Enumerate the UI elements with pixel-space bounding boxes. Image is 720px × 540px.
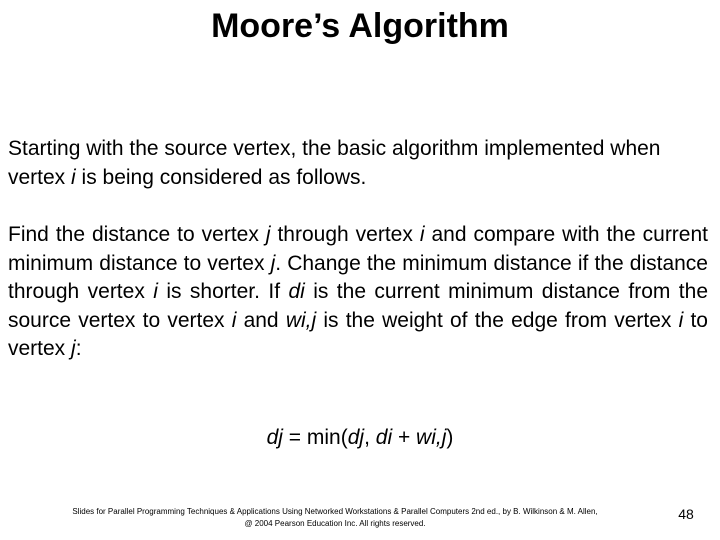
formula-arg3-w: w <box>416 426 432 449</box>
formula-equals-min: = min( <box>282 426 348 449</box>
desc-var-j-2: j <box>270 251 276 275</box>
formula-arg2-d: d <box>375 426 388 449</box>
desc-var-w-sub: i,j <box>300 308 317 332</box>
slide-title: Moore’s Algorithm <box>211 7 509 45</box>
desc-var-i-1: i <box>419 223 425 246</box>
formula-arg1-sub: j <box>359 426 365 449</box>
page-number: 48 <box>678 506 694 522</box>
desc-text-9: to vertex <box>8 308 708 360</box>
formula-lhs-d: d <box>266 426 279 449</box>
desc-text-1: Find the distance to vertex <box>8 223 266 246</box>
desc-text-4: . Change the minimum distance if the distance through vertex <box>8 251 708 303</box>
desc-var-i-4: i <box>678 308 684 332</box>
desc-var-d-i <box>288 280 304 303</box>
formula-arg2-sub: i <box>387 426 393 449</box>
formula-arg3-sub: i,j <box>431 426 447 449</box>
formula-plus: + <box>392 426 417 449</box>
intro-text-1: Starting with the source vertex, the basic algorithm implemented when vertex <box>8 137 661 189</box>
formula-arg1-d: d <box>347 426 360 449</box>
formula-close: ) <box>446 426 454 449</box>
desc-var-j-1: j <box>265 223 271 246</box>
intro-var-i: i <box>71 165 76 189</box>
intro-text-2: is being considered as follows. <box>75 165 367 189</box>
description-paragraph <box>8 221 708 364</box>
desc-text-6: is the current minimum distance from the source vertex to vertex <box>8 280 708 332</box>
desc-var-i-3: i <box>231 308 237 332</box>
formula-lhs-sub: j <box>278 426 283 449</box>
desc-text-10: : <box>75 337 82 360</box>
desc-var-j-3: j <box>71 337 76 360</box>
desc-text-5: is shorter. If <box>157 280 289 303</box>
update-formula <box>0 424 720 452</box>
footer-line-1: Slides for Parallel Programming Techniques & Applications Using Networked Workstations & Parallel Computers 2nd ed., by B. Wilkinson & M. Allen, <box>72 507 598 516</box>
formula-arg1 <box>348 426 364 449</box>
formula-arg3 <box>416 426 446 449</box>
formula-comma: , <box>364 426 376 449</box>
desc-var-i-2: i <box>153 280 158 303</box>
formula-arg2 <box>376 426 392 449</box>
slide-footer <box>30 506 640 530</box>
desc-text-2: through vertex <box>270 223 420 246</box>
footer-line-2: @ 2004 Pearson Education Inc. All rights reserved. <box>244 519 426 528</box>
desc-var-w: w <box>285 308 301 332</box>
desc-text-8: is the weight of the edge from vertex <box>316 308 679 332</box>
desc-text-3: and compare with the current minimum distance to vertex <box>8 223 708 275</box>
desc-text-7: and <box>236 308 286 332</box>
desc-var-d-sub: i <box>300 280 305 303</box>
desc-var-d: d <box>288 280 301 303</box>
intro-paragraph <box>8 135 708 192</box>
formula-lhs <box>267 426 283 449</box>
desc-var-w-ij <box>286 309 316 332</box>
